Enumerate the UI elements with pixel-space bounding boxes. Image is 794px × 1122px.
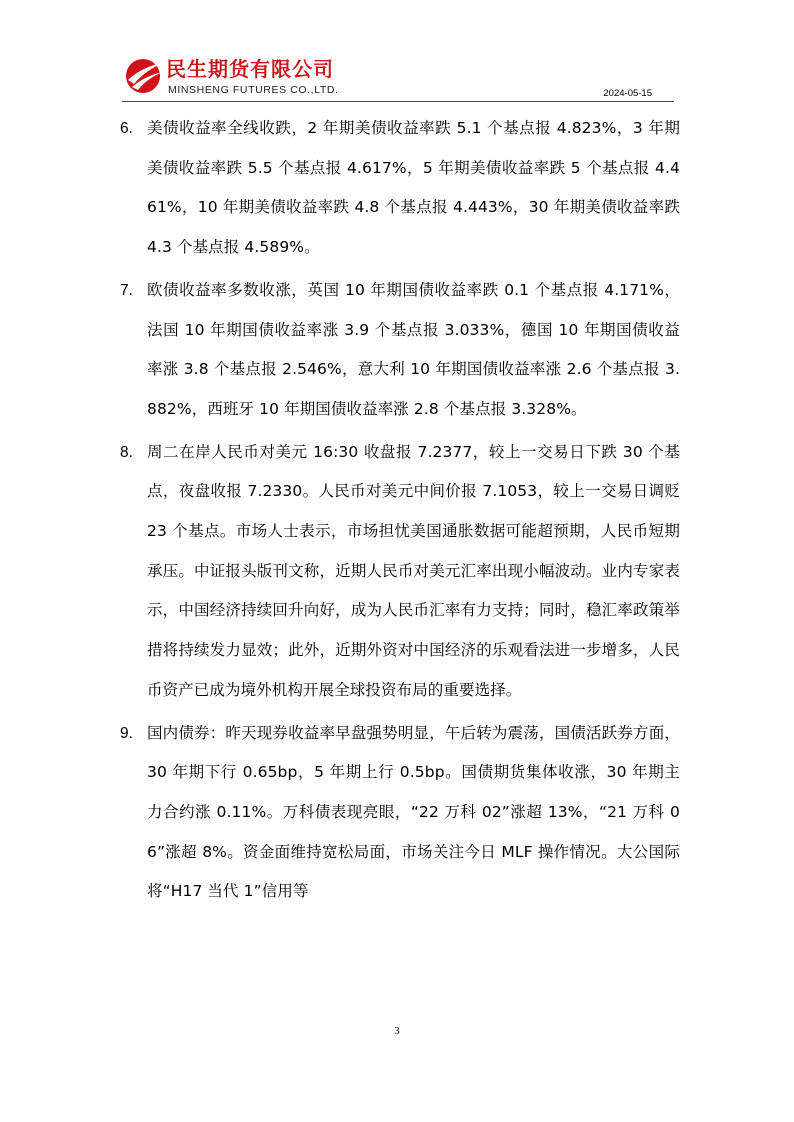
minsheng-swoosh-logo-icon: [122, 54, 166, 98]
item-text: 周二在岸人民币对美元 16:30 收盘报 7.2377，较上一交易日下跌 30 个基点，夜盘收报 7.2330。人民币对美元中间价报 7.1053，较上一交易日调贬 23 个基点。市场人士表示，市场担忧美国通胀数据可能超预期，人民币短期承压。中证报头版刊文称，近期人民币对美元汇率出现小幅波动。业内专家表示，中国经济持续回升向好，成为人民币汇率有力支持；同时，稳汇率政策举措将持续发力显效；此外，近期外资对中国经济的乐观看法进一步增多，人民币资产已成为境外机构开展全球投资布局的重要选择。: [147, 442, 680, 699]
list-item: [120, 433, 680, 711]
item-number: 8.: [120, 443, 133, 461]
list-item: [120, 271, 680, 430]
item-text: 国内债券：昨天现券收益率早盘强势明显，午后转为震荡，国债活跃券方面，30 年期下行 0.65bp，5 年期上行 0.5bp。国债期货集体收涨，30 年期主力合约涨 0.11%。万科债表现亮眼，“22 万科 02”涨超 13%，“21 万科 06”涨超 8%。资金面维持宽松局面，市场关注今日 MLF 操作情况。大公国际将“H17 当代 1”信用等: [147, 723, 680, 901]
company-name-cn: 民生期货有限公司: [166, 57, 334, 81]
page-header: [122, 54, 674, 102]
item-number: 7.: [120, 281, 133, 299]
item-text: 欧债收益率多数收涨，英国 10 年期国债收益率跌 0.1 个基点报 4.171%，法国 10 年期国债收益率涨 3.9 个基点报 3.033%，德国 10 年期国债收益率涨 3.8 个基点报 2.546%，意大利 10 年期国债收益率涨 2.6 个基点报 3.882%，西班牙 10 年期国债收益率涨 2.8 个基点报 3.328%。: [147, 280, 680, 418]
item-number: 9.: [120, 724, 133, 742]
company-name-en: MINSHENG FUTURES CO.,LTD.: [168, 84, 339, 96]
report-date: 2024-05-15: [603, 88, 652, 99]
page-number: 3: [394, 1026, 400, 1037]
document-body: [120, 109, 680, 915]
header-divider: [122, 101, 674, 102]
item-number: 6.: [120, 120, 133, 137]
list-item: [120, 714, 680, 913]
list-item: [120, 109, 680, 268]
item-text: 美债收益率全线收跌，2 年期美债收益率跌 5.1 个基点报 4.823%，3 年期美债收益率跌 5.5 个基点报 4.617%，5 年期美债收益率跌 5 个基点报 4.461%，10 年期美债收益率跌 4.8 个基点报 4.443%，30 年期美债收益率跌 4.3 个基点报 4.589%。: [147, 119, 680, 257]
